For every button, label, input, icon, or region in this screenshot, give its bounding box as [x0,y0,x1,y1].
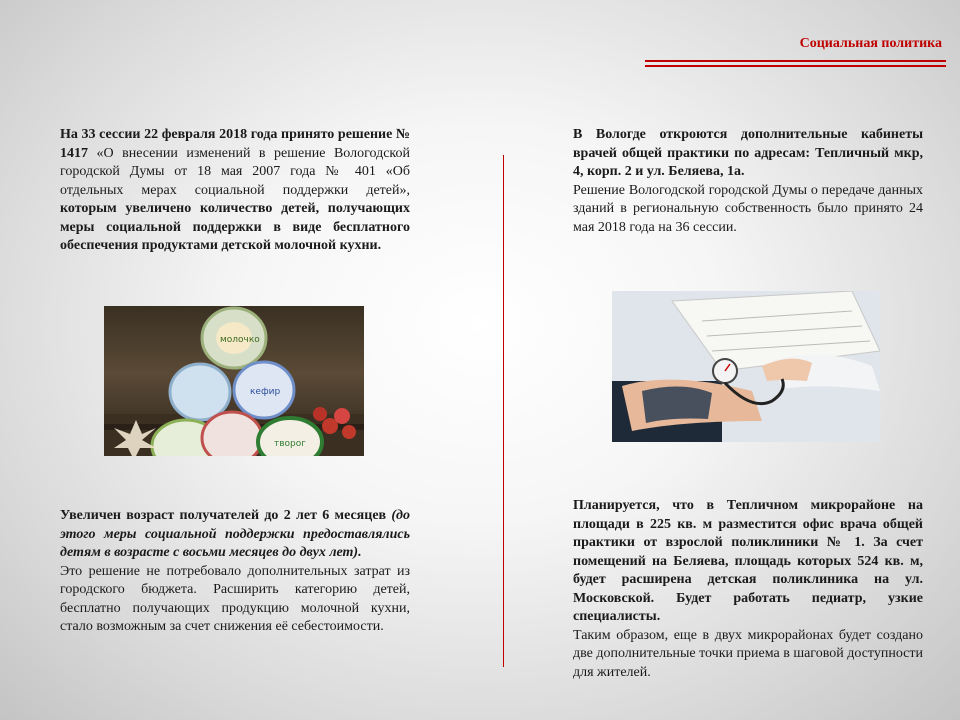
dairy-products-photo [104,306,364,456]
left-budget-text: Это решение не потребовало дополнительных затрат из городского бюджета. Расширить категорию детей, бесплатно получающих продукцию молочной кухни, стало возможным за счет снижения её себестоимости. [60,563,410,634]
left-intro-bold-2: которым увеличено количество детей, получающих меры социальной поддержки в виде бесплатного обеспечения продуктами детской молочной кухни. [60,201,410,253]
right-intro-text [573,126,923,237]
dairy-label-1: молочко [220,335,260,345]
right-plan-text [573,497,923,682]
left-intro-normal: «О внесении изменений в решение Вологодской городской Думы от 18 мая 2007 года № 401 «Об отдельных мерах социальной поддержки детей», [60,145,410,198]
blood-pressure-measurement-photo [612,291,880,442]
column-divider [503,155,504,667]
right-intro-bold: В Вологде откроются дополнительные кабинеты врачей общей практики по адресам: Тепличный мкр, 4, корп. 2 и ул. Беляева, 1а. [573,127,923,179]
header-divider-top [645,60,946,62]
left-age-italic: (до этого меры социальной поддержки предоставлялись детям в возрасте с восьми месяцев до двух лет). [60,508,410,560]
right-intro-normal: Решение Вологодской городской Думы о передаче данных зданий в региональную собственность было принято 24 мая 2018 года на 36 сессии. [573,182,923,235]
right-plan-bold: Планируется, что в Тепличном микрорайоне на площади в 225 кв. м разместится офис врача общей практики от взрослой поликлиники № 1. За счет помещений на Беляева, площадь которых 524 кв. м, будет расширена детская поликлиника на ул. Московской. Будет работать педиатр, узкие специалисты. [573,498,923,624]
left-intro-text [60,126,410,256]
left-age-bold: Увеличен возраст получателей до 2 лет 6 месяцев [60,508,387,523]
dairy-label-2: кефир [250,387,281,397]
section-title: Социальная политика [799,36,942,51]
dairy-label-3: творог [274,439,307,449]
header-divider-bottom [645,65,946,67]
left-intro-bold-1: На 33 сессии 22 февраля 2018 года принято решение № 1417 [60,127,410,161]
right-conclusion-text: Таким образом, еще в двух микрорайонах будет создано две дополнительные точки приема в шаговой доступности для жителей. [573,627,923,680]
left-age-text [60,507,410,637]
